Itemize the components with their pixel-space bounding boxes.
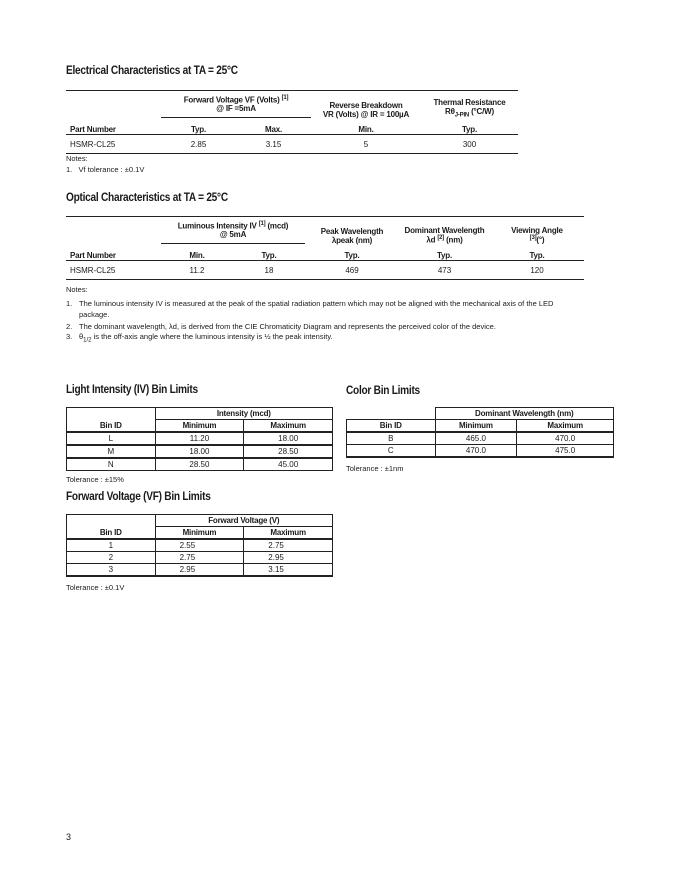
- table-row: 1 2.55 2.75: [67, 539, 333, 552]
- table-row: N 28.50 45.00: [67, 458, 333, 471]
- color-bins-table: Dominant Wavelength (nm) Bin ID Minimum Maximum B 465.0 470.0 C 470.0 475.0: [346, 407, 614, 458]
- electrical-table: Forward Voltage VF (Volts) [1] @ IF =5mA Reverse Breakdown VR (Volts) @ IR = 100µA Thermal Resistance $R\theta_{J-PIN}$ (°C/W) Part Number Typ. Max. Min. Typ. HSMR-CL25 2.85 3.15 5 300: [66, 90, 518, 154]
- table-row: B 465.0 470.0: [347, 432, 614, 445]
- optical-notes: 1. The luminous intensity IV is measured at the peak of the spatial radiation pattern which may not be aligned with the mechanical axis of the LED package. 2. The dominant wavelength, λd, is derived from the CIE Chromaticity Diagram and represents the perceived color of the device. 3. $\theta_{1/2}$ is the off-axis angle where the luminous intensity is ½ the peak intensity.: [66, 299, 554, 344]
- dominant-header: Dominant Wavelength λd [2] (nm): [399, 217, 490, 247]
- vf-bins-tolerance: Tolerance : ±0.1V: [66, 583, 125, 592]
- viewing-header: Viewing Angle [3](°): [490, 217, 584, 247]
- iv-header: Luminous Intensity IV [1] (mcd) @ 5mA: [161, 217, 305, 244]
- color-bins-tolerance: Tolerance : ±1nm: [346, 464, 404, 473]
- electrical-title: Electrical Characteristics at TA = 25°C: [66, 65, 238, 77]
- color-bins-title: Color Bin Limits: [346, 385, 420, 397]
- light-bins-group-header: Intensity (mcd): [155, 408, 332, 420]
- col-part-number: Part Number: [66, 120, 161, 135]
- optical-title: Optical Characteristics at TA = 25°C: [66, 192, 228, 204]
- vf-bins-table: Forward Voltage (V) Bin ID Minimum Maximum 1 2.55 2.75 2 2.75 2.95 3 2.95 3.15: [66, 514, 333, 577]
- color-bins-group-header: Dominant Wavelength (nm): [435, 408, 613, 420]
- vr-header: Reverse Breakdown VR (Volts) @ IR = 100µA: [311, 91, 421, 121]
- light-bins-table: Intensity (mcd) Bin ID Minimum Maximum L 11.20 18.00 M 18.00 28.50 N 28.50 45.00: [66, 407, 333, 471]
- peak-header: Peak Wavelength λpeak (nm): [305, 217, 399, 247]
- electrical-notes-label: Notes:: [66, 154, 88, 163]
- table-row: HSMR-CL25 11.2 18 469 473 120: [66, 261, 584, 280]
- light-bins-tolerance: Tolerance : ±15%: [66, 475, 124, 484]
- table-row: 2 2.75 2.95: [67, 552, 333, 564]
- electrical-note-1: 1. Vf tolerance : ±0.1V: [66, 165, 145, 174]
- light-bins-title: Light Intensity (IV) Bin Limits: [66, 384, 198, 396]
- optical-notes-label: Notes:: [66, 285, 88, 294]
- page-number: 3: [66, 832, 72, 842]
- table-row: 3 2.95 3.15: [67, 564, 333, 577]
- table-row: HSMR-CL25 2.85 3.15 5 300: [66, 135, 518, 154]
- vf-header: Forward Voltage VF (Volts) [1] @ IF =5mA: [161, 91, 311, 118]
- thermal-header: Thermal Resistance $R\theta_{J-PIN}$ (°C/W): [421, 91, 518, 121]
- table-row: L 11.20 18.00: [67, 432, 333, 445]
- vf-bins-title: Forward Voltage (VF) Bin Limits: [66, 491, 211, 503]
- optical-table: Luminous Intensity IV [1] (mcd) @ 5mA Peak Wavelength λpeak (nm) Dominant Wavelength λd [2] (nm) Viewing Angle [3](°) Part Number Min. Typ. Typ. Typ. Typ. HSMR-CL25 11.2 18 469 473 120: [66, 216, 584, 280]
- table-row: C 470.0 475.0: [347, 445, 614, 458]
- table-row: M 18.00 28.50: [67, 445, 333, 458]
- vf-bins-group-header: Forward Voltage (V): [155, 515, 332, 527]
